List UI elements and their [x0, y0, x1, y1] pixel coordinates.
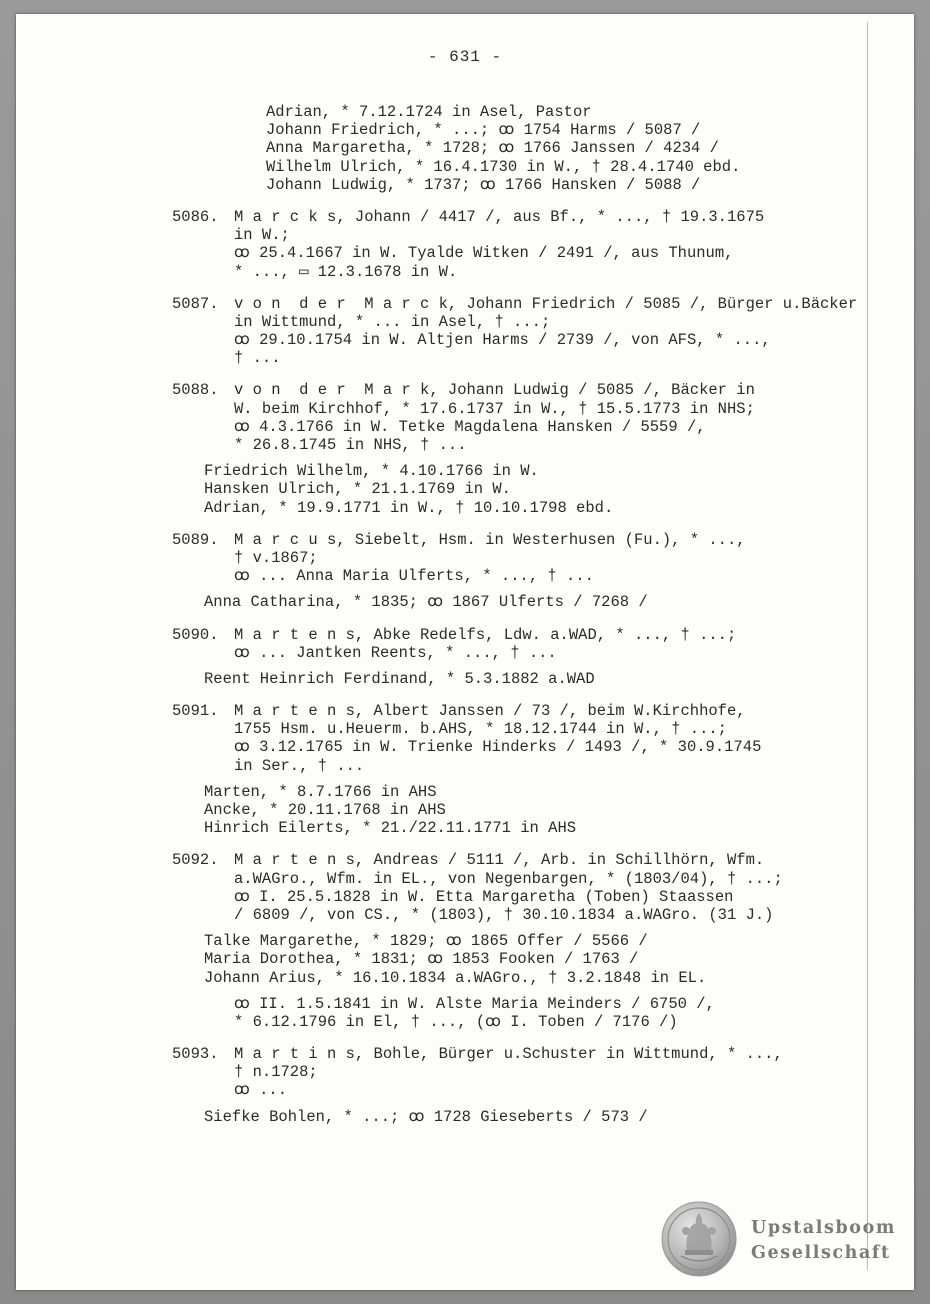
second-marriage-5092	[172, 995, 862, 1031]
entry-number: 5087.	[172, 294, 219, 313]
intro-child-line: Anna Margaretha, * 1728; ꝏ 1766 Janssen / 4234 /	[266, 139, 719, 158]
entry-line: * 26.8.1745 in NHS, † ...	[234, 436, 467, 454]
child-line: Talke Margarethe, * 1829; ꝏ 1865 Offer / 5566 /	[204, 932, 648, 951]
children-5093	[172, 1108, 862, 1126]
entry-line: M a r t e n s, Albert Janssen / 73 /, beim W.Kirchhofe,	[234, 702, 746, 721]
entry-line: ꝏ I. 25.5.1828 in W. Etta Margaretha (Toben) Staassen	[234, 887, 734, 906]
entry-line: ꝏ 25.4.1667 in W. Tyalde Witken / 2491 /, aus Thunum,	[234, 244, 734, 263]
child-line: Friedrich Wilhelm, * 4.10.1766 in W.	[204, 462, 539, 481]
entry-line: ꝏ 3.12.1765 in W. Trienke Hinderks / 1493 /, * 30.9.1745	[234, 738, 762, 757]
entry-line: * 6.12.1796 in El, † ..., (ꝏ I. Toben / 7176 /)	[234, 1012, 678, 1031]
entry-5093	[172, 1045, 862, 1100]
child-line: Hinrich Eilerts, * 21./22.11.1771 in AHS	[204, 819, 577, 838]
intro-child-line: Johann Ludwig, * 1737; ꝏ 1766 Hansken / 5088 /	[266, 175, 701, 194]
intro-child-line: Wilhelm Ulrich, * 16.4.1730 in W., † 28.4.1740 ebd.	[266, 157, 741, 176]
children-5090	[172, 670, 862, 688]
entry-number: 5092.	[172, 851, 219, 870]
entry-line: v o n d e r M a r c k, Johann Friedrich / 5085 /, Bürger u.Bäcker	[234, 294, 858, 313]
entry-number: 5088.	[172, 381, 219, 400]
entry-5089	[172, 531, 862, 586]
child-line: Siefke Bohlen, * ...; ꝏ 1728 Gieseberts / 573 /	[204, 1107, 648, 1126]
entry-line: M a r t e n s, Abke Redelfs, Ldw. a.WAD, * ..., † ...;	[234, 625, 737, 644]
entry-5087	[172, 295, 862, 368]
entry-line: ꝏ 4.3.1766 in W. Tetke Magdalena Hansken / 5559 /,	[234, 417, 706, 436]
entry-line: * ..., ▭ 12.3.1678 in W.	[234, 262, 458, 281]
child-line: Marten, * 8.7.1766 in AHS	[204, 782, 437, 801]
entry-line: M a r t e n s, Andreas / 5111 /, Arb. in Schillhörn, Wfm.	[234, 851, 765, 870]
entry-line: † n.1728;	[234, 1063, 318, 1082]
brand-line-1: Upstalsboom	[751, 1218, 896, 1238]
brand-name	[751, 1216, 896, 1266]
brand-line-2: Gesellschaft	[751, 1243, 891, 1263]
entry-line: in Wittmund, * ... in Asel, † ...;	[234, 312, 551, 331]
page-fold-line	[867, 22, 868, 1270]
entry-line: in Ser., † ...	[234, 756, 365, 775]
child-line: Johann Arius, * 16.10.1834 a.WAGro., † 3.2.1848 in EL.	[204, 968, 707, 987]
entry-line: ꝏ ... Anna Maria Ulferts, * ..., † ...	[234, 567, 594, 586]
entry-number: 5091.	[172, 702, 219, 721]
genealogy-content	[172, 103, 862, 1126]
intro-child-line: Johann Friedrich, * ...; ꝏ 1754 Harms / 5087 /	[266, 121, 701, 140]
seal-logo-icon	[661, 1201, 737, 1277]
entry-5092	[172, 851, 862, 924]
entry-line: † v.1867;	[234, 548, 318, 567]
entry-number: 5089.	[172, 530, 219, 549]
entry-line: a.WAGro., Wfm. in EL., von Negenbargen, * (1803/04), † ...;	[234, 869, 783, 888]
entry-line: v o n d e r M a r k, Johann Ludwig / 5085 /, Bäcker in	[234, 381, 755, 400]
child-line: Maria Dorothea, * 1831; ꝏ 1853 Fooken / 1763 /	[204, 950, 639, 969]
entry-number: 5086.	[172, 207, 219, 226]
entry-line: / 6809 /, von CS., * (1803), † 30.10.1834 a.WAGro. (31 J.)	[234, 905, 774, 924]
child-line: Anna Catharina, * 1835; ꝏ 1867 Ulferts / 7268 /	[204, 593, 648, 612]
children-5088	[172, 462, 862, 517]
entry-5091	[172, 702, 862, 775]
entry-line: M a r c k s, Johann / 4417 /, aus Bf., * ..., † 19.3.1675	[234, 207, 765, 226]
entry-number: 5093.	[172, 1045, 219, 1064]
children-5092	[172, 932, 862, 987]
entry-line: 1755 Hsm. u.Heuerm. b.AHS, * 18.12.1744 in W., † ...;	[234, 720, 727, 739]
entry-line: M a r t i n s, Bohle, Bürger u.Schuster in Wittmund, * ...,	[234, 1045, 783, 1064]
entry-5088	[172, 381, 862, 454]
intro-child-line: Adrian, * 7.12.1724 in Asel, Pastor	[266, 103, 592, 121]
intro-children	[172, 103, 862, 194]
child-line: Reent Heinrich Ferdinand, * 5.3.1882 a.WAD	[204, 669, 595, 688]
entry-line: ꝏ ...	[234, 1081, 287, 1100]
child-line: Ancke, * 20.11.1768 in AHS	[204, 801, 446, 819]
entry-line: ꝏ II. 1.5.1841 in W. Alste Maria Meinders / 6750 /,	[234, 994, 715, 1013]
entry-line: W. beim Kirchhof, * 17.6.1737 in W., † 15.5.1773 in NHS;	[234, 399, 755, 418]
entry-line: ꝏ ... Jantken Reents, * ..., † ...	[234, 643, 557, 662]
entry-line: M a r c u s, Siebelt, Hsm. in Westerhusen (Fu.), * ...,	[234, 530, 746, 549]
entry-line: in W.;	[234, 226, 290, 245]
entry-line: † ...	[234, 349, 281, 368]
entry-number: 5090.	[172, 625, 219, 644]
child-line: Hansken Ulrich, * 21.1.1769 in W.	[204, 480, 511, 499]
page-number: - 631 -	[427, 48, 503, 66]
child-line: Adrian, * 19.9.1771 in W., † 10.10.1798 ebd.	[204, 498, 614, 517]
children-5091	[172, 783, 862, 838]
entry-5086	[172, 208, 862, 281]
entry-5090	[172, 626, 862, 662]
entry-line: ꝏ 29.10.1754 in W. Altjen Harms / 2739 /, von AFS, * ...,	[234, 331, 771, 350]
children-5089	[172, 593, 862, 611]
